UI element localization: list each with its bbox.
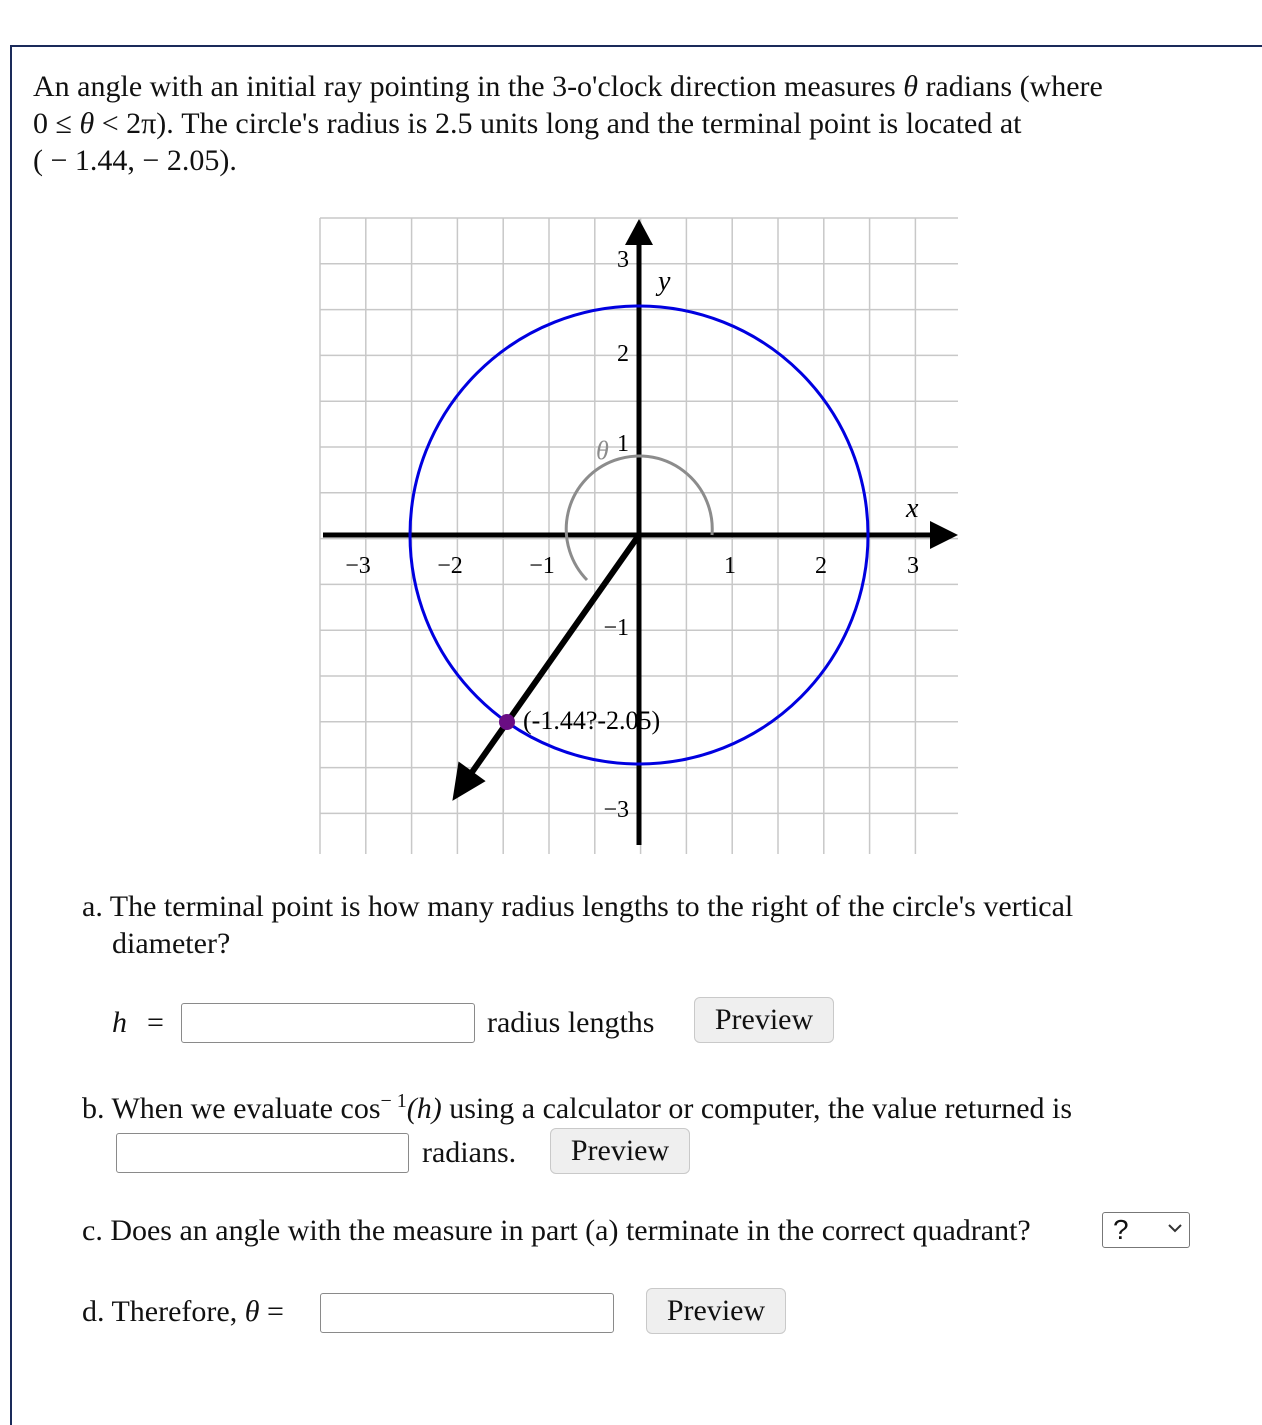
part-b-preview-button[interactable]: Preview <box>550 1128 690 1174</box>
problem-statement <box>33 68 1223 179</box>
x-tick-neg2: −2 <box>437 553 463 579</box>
part-b-question: b. When we evaluate $\cos^{- 1}(h)$ using a calculator or computer, the value returned is <box>82 1090 1073 1125</box>
unit-circle-graph <box>318 215 960 857</box>
chevron-down-icon <box>1167 1222 1183 1234</box>
part-d-preview-button[interactable]: Preview <box>646 1288 786 1334</box>
problem-line-3: ( − 1.44, − 2.05). <box>33 144 237 177</box>
y-tick-neg1: −1 <box>603 615 629 641</box>
part-a-unit: radius lengths <box>487 1006 655 1039</box>
part-b-unit: radians. <box>422 1136 517 1169</box>
theta-label: θ <box>596 436 609 465</box>
part-a-h-label: h = <box>112 1006 164 1039</box>
part-a-answer-input[interactable] <box>181 1003 475 1043</box>
x-tick-neg3: −3 <box>345 553 371 579</box>
x-tick-2: 2 <box>815 553 827 579</box>
y-tick-2: 2 <box>617 341 629 367</box>
problem-line-1: An angle with an initial ray pointing in the 3-o'clock direction measures θ radians (where <box>33 70 1103 103</box>
part-a-question: a. The terminal point is how many radius lengths to the right of the circle's vertical diameter? <box>82 890 1074 960</box>
y-axis-arrow <box>625 219 653 245</box>
y-axis-label: y <box>658 266 671 297</box>
part-b-answer-input[interactable] <box>116 1133 409 1173</box>
problem-line-2: 0 ≤ θ < 2π). The circle's radius is 2.5 units long and the terminal point is located at <box>33 107 1022 140</box>
terminal-point-label: (-1.44?-2.05) <box>523 706 661 735</box>
part-c-quadrant-select[interactable]: ? <box>1102 1212 1190 1248</box>
part-d-label: d. Therefore, θ = <box>82 1295 284 1328</box>
x-tick-1: 1 <box>724 553 736 579</box>
part-d-answer-input[interactable] <box>320 1293 614 1333</box>
x-axis-label: x <box>906 493 919 524</box>
terminal-ray-arrow <box>455 765 482 797</box>
part-c-question: c. Does an angle with the measure in part (a) terminate in the correct quadrant? <box>82 1214 1031 1247</box>
y-tick-3: 3 <box>617 247 629 273</box>
y-tick-neg3: −3 <box>603 797 629 823</box>
x-axis-arrow <box>930 521 958 549</box>
part-a-preview-button[interactable]: Preview <box>694 997 834 1043</box>
theta-symbol: θ <box>903 70 918 103</box>
x-tick-neg1: −1 <box>529 553 555 579</box>
x-tick-3: 3 <box>907 553 919 579</box>
terminal-point[interactable] <box>499 714 515 730</box>
y-tick-1: 1 <box>617 431 629 457</box>
